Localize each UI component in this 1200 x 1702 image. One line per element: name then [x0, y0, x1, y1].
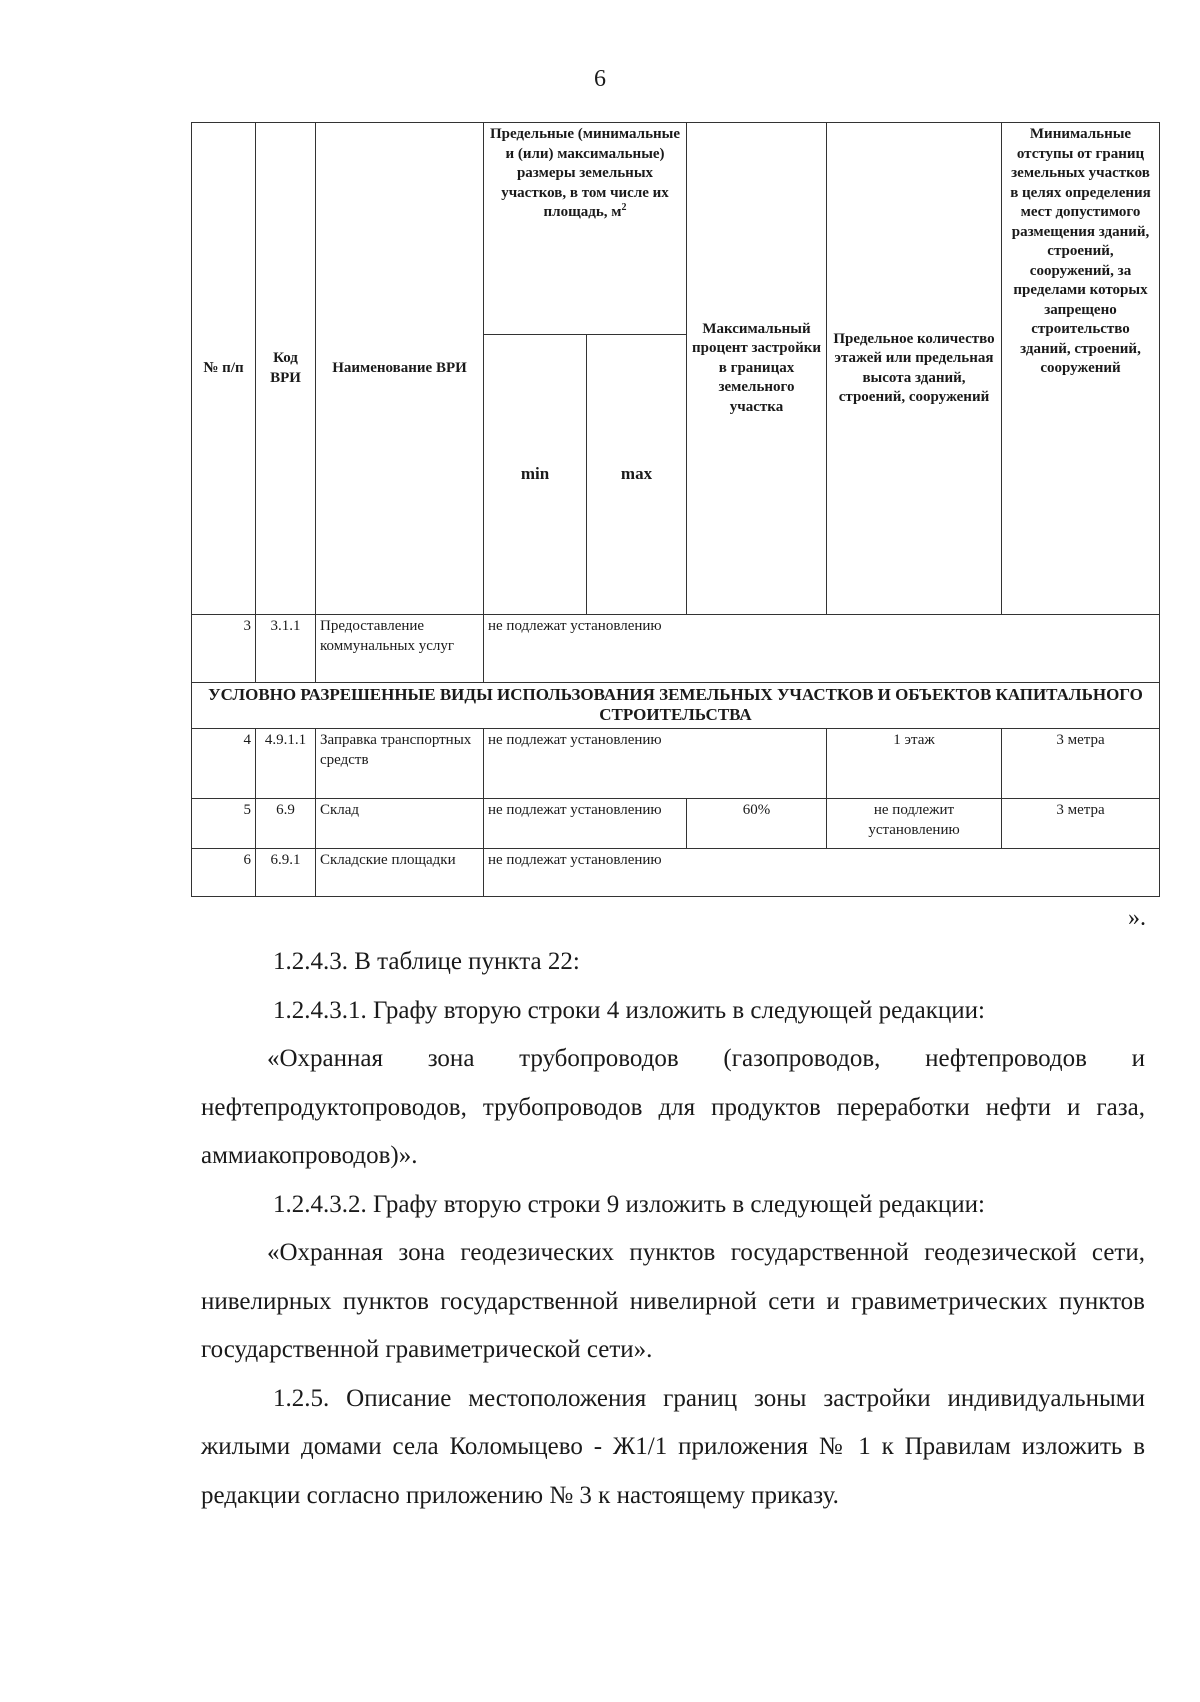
row5-code: 6.9: [256, 799, 316, 849]
row6-num: 6: [192, 849, 256, 897]
header-max-percent: Максимальный процент застройки в границах земельного участка: [687, 123, 827, 615]
row4-setbacks: 3 метра: [1002, 729, 1160, 799]
row4-floors: 1 этаж: [827, 729, 1002, 799]
paragraph-quote: «Охранная зона геодезических пунктов государственной геодезической сети, нивелирных пунктов государственной нивелирной сети и гравиметрических пунктов государственной гравиметрической сети».: [201, 1239, 1145, 1363]
header-setbacks: Минимальные отступы от границ земельных участков в целях определения мест допустимого размещения зданий, строений, сооружений, за пределами которых запрещено строительство зданий, строений, сооружений: [1002, 123, 1160, 615]
paragraph: 1.2.4.3.1. Графу вторую строки 4 изложить в следующей редакции:: [273, 996, 985, 1024]
row3-value: не подлежат установлению: [484, 615, 1160, 683]
row5-name: Склад: [316, 799, 484, 849]
row4-num: 4: [192, 729, 256, 799]
section-title: УСЛОВНО РАЗРЕШЕННЫЕ ВИДЫ ИСПОЛЬЗОВАНИЯ ЗЕМЕЛЬНЫХ УЧАСТКОВ И ОБЪЕКТОВ КАПИТАЛЬНОГО СТРОИТЕЛЬСТВА: [192, 683, 1160, 729]
row3-num: 3: [192, 615, 256, 683]
header-max: max: [587, 335, 687, 615]
header-num: № п/п: [192, 123, 256, 615]
header-floors: Предельное количество этажей или предельная высота зданий, строений, сооружений: [827, 123, 1002, 615]
row4-sizes: не подлежат установлению: [484, 729, 827, 799]
table-row: [192, 849, 1160, 897]
page-number: 6: [594, 66, 606, 92]
paragraph: 1.2.5. Описание местоположения границ зоны застройки индивидуальными жилыми домами села Коломыцево - Ж1/1 приложения № 1 к Правилам изложить в редакции согласно приложению № 3 к настоящему приказу.: [201, 1384, 1145, 1509]
body-text: [201, 938, 1145, 1520]
row5-sizes: не подлежат установлению: [484, 799, 687, 849]
header-sizes-unit: 2: [621, 202, 627, 213]
table-row: [192, 729, 1160, 799]
row3-code: 3.1.1: [256, 615, 316, 683]
row5-num: 5: [192, 799, 256, 849]
row5-setbacks: 3 метра: [1002, 799, 1160, 849]
closing-quote: ».: [1128, 905, 1146, 931]
header-sizes: [484, 123, 687, 335]
row4-code: 4.9.1.1: [256, 729, 316, 799]
zoning-table: [191, 122, 1160, 897]
row5-floors: не подлежит установлению: [827, 799, 1002, 849]
paragraph: 1.2.4.3.2. Графу вторую строки 9 изложить в следующей редакции:: [273, 1190, 985, 1218]
row5-percent: 60%: [687, 799, 827, 849]
header-min: min: [484, 335, 587, 615]
row6-value: не подлежат установлению: [484, 849, 1160, 897]
row6-name: Складские площадки: [316, 849, 484, 897]
row4-name: Заправка транспортных средств: [316, 729, 484, 799]
table-row: [192, 799, 1160, 849]
row3-name: Предоставление коммунальных услуг: [316, 615, 484, 683]
row6-code: 6.9.1: [256, 849, 316, 897]
paragraph-quote: «Охранная зона трубопроводов (газопроводов, нефтепроводов и нефтепродуктопроводов, трубопроводов для продуктов переработки нефти и газа, аммиакопроводов)».: [201, 1045, 1145, 1169]
header-name: Наименование ВРИ: [316, 123, 484, 615]
paragraph: 1.2.4.3. В таблице пункта 22:: [273, 948, 580, 975]
section-row: [192, 683, 1160, 729]
header-code: Код ВРИ: [256, 123, 316, 615]
table-row: [192, 615, 1160, 683]
header-sizes-text: Предельные (минимальные и (или) максимальные) размеры земельных участков, в том числе их площадь, м: [489, 126, 681, 220]
